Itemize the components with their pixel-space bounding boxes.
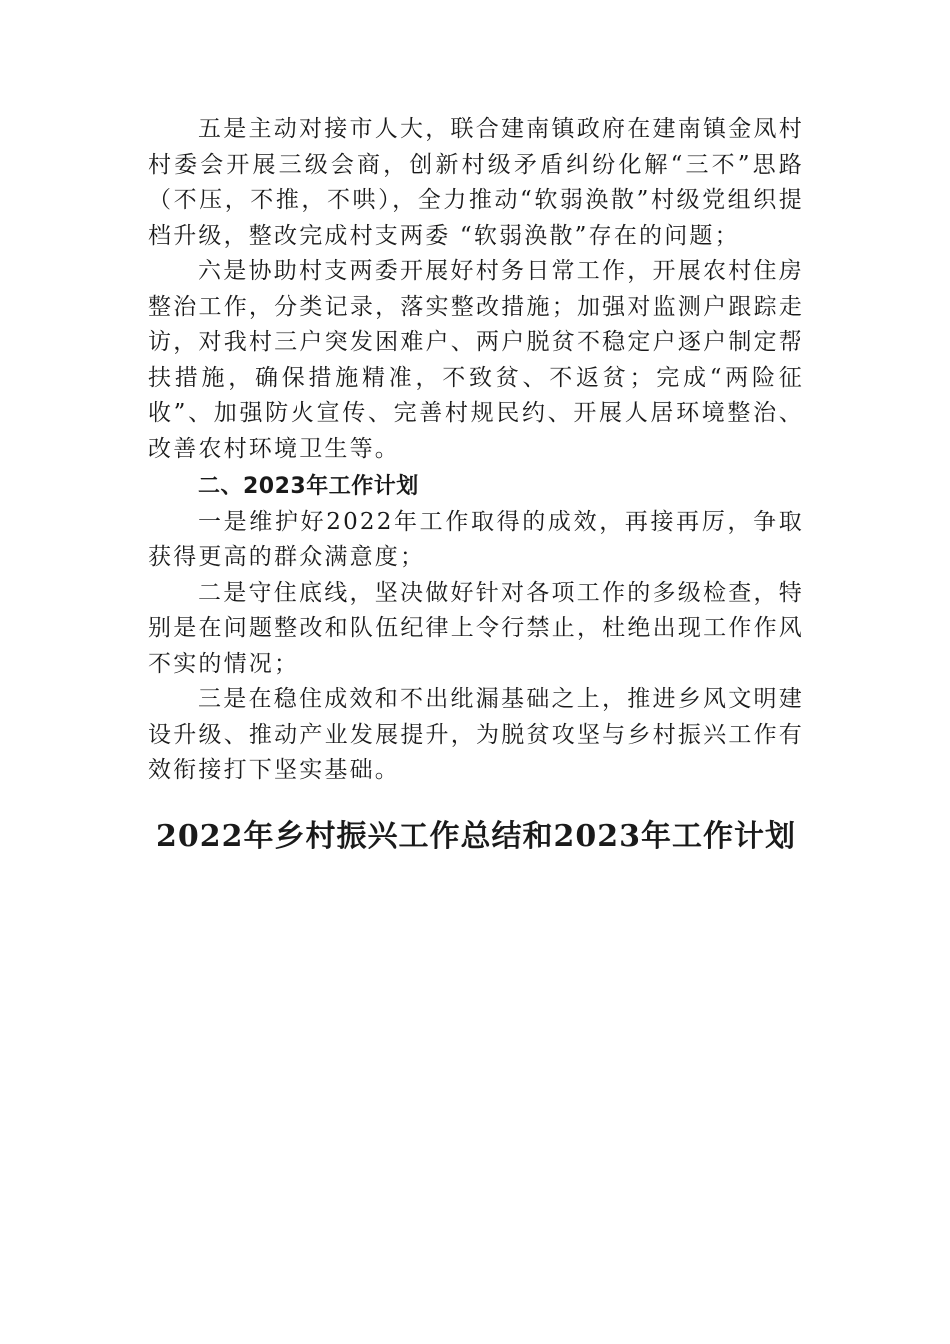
section-heading-2023-plan: 二、2023年工作计划 [198, 474, 419, 499]
paragraph-plan-one: 一是维护好2022年工作取得的成效，再接再厉，争取获得更高的群众满意度； [148, 508, 804, 570]
paragraph-six: 六是协助村支两委开展好村务日常工作，开展农村住房整治工作，分类记录，落实整改措施；加强对监测户跟踪走访，对我村三户突发困难户、两户脱贫不稳定户逐户制定帮扶措施，确保措施精准，不致贫、不返贫；完成“两险征收”、加强防火宣传、完善村规民约、开展人居环境整治、改善农村环境卫生等。 [148, 258, 804, 462]
paragraph-plan-two: 二是守住底线，坚决做好针对各项工作的多级检查，特别是在问题整改和队伍纪律上令行禁止，杜绝出现工作作风不实的情况； [148, 579, 804, 677]
document-title: 2022年乡村振兴工作总结和2023年工作计划 [156, 818, 796, 854]
document-page [148, 112, 804, 867]
paragraph-plan-three: 三是在稳住成效和不出纰漏基础之上，推进乡风文明建设升级、推动产业发展提升，为脱贫攻坚与乡村振兴工作有效衔接打下坚实基础。 [148, 686, 804, 783]
paragraph-five: 五是主动对接市人大，联合建南镇政府在建南镇金凤村村委会开展三级会商，创新村级矛盾纠纷化解“三不”思路（不压，不推，不哄），全力推动“软弱涣散”村级党组织提档升级，整改完成村支两委 “软弱涣散”存在的问题； [148, 116, 804, 249]
